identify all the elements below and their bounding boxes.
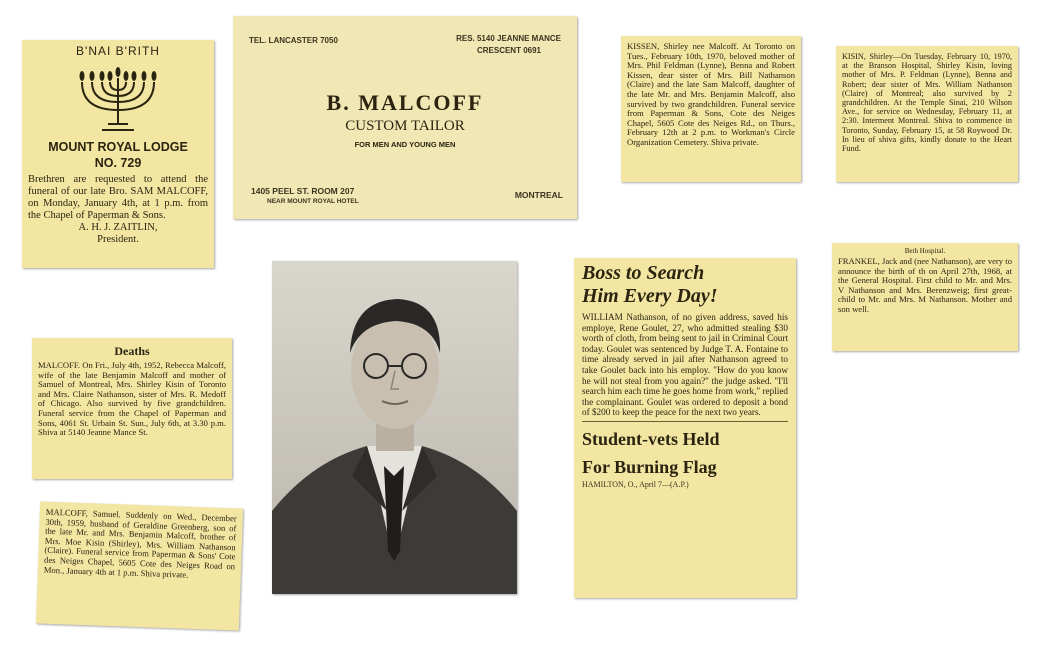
samuel-obituary-text: MALCOFF, Samuel. Suddenly on Wed., December 30th, 1959, husband of Geraldine Greenberg, son of the late Mr. and Mrs. Benjamin Malcoff, brother of Mrs. Moe Kisin (Shirley), Mrs. William Nathanson (Claire). Funeral service from Paperman & Sons' Cote des Neiges Chapel, 5605 Cote des Neiges Road on Mon., January 4th at 1 p.m. Shiva private. xyxy=(43,506,237,580)
lodge-notice-body: Brethren are requested to attend the funeral of our late Bro. SAM MALCOFF, on Monday, January 4th, at 1 p.m. from the Chapel of Paperman & Sons. xyxy=(28,174,208,221)
deaths-notice-text: MALCOFF. On Fri., July 4th, 1952, Rebecca Malcoff, wife of the late Benjamin Malcoff and mother of Samuel of Montreal, Mrs. Shirley Kisin of Toronto and Mrs. Claire Nathanson, sister of Mrs. R. Medoff of Chicago. Also survived by five grandchildren. Funeral service from the Chapel of Paperman and Sons, 4061 St. Urbain St. Sun., July 6th, at 3.30 p.m. Shiva at 5140 Jeanne Mance St. xyxy=(38,360,226,438)
kissen-obituary-text: KISSEN, Shirley nee Malcoff. At Toronto on Tues., February 10th, 1970, beloved mother of Mrs. Phil Feldman (Lynne), Benna and Robert Kissen, dear sister of Mrs. Bill Nathanson (Claire) and the late Sam Malcoff, daughter of the late Mr. and Mrs. Benjamin Malcoff, also survived by two grandchildren. Funeral service from Paperman & Sons, Cote des Neiges Chapel, 5605 Cote des Neiges Rd., on Thurs., February 12th at 2 p.m. to Workman's Circle Organization Cemetery. Shiva private. xyxy=(627,41,795,147)
lodge-signature-title: President. xyxy=(97,234,139,245)
portrait-photo xyxy=(272,261,517,594)
article-headline-1: Boss to Search xyxy=(582,262,705,284)
card-address: 1405 PEEL ST. ROOM 207 xyxy=(251,186,355,196)
card-title: CUSTOM TAILOR xyxy=(345,118,465,134)
article-divider xyxy=(582,421,788,422)
card-name: B. MALCOFF xyxy=(326,90,484,115)
kissen-obituary xyxy=(621,36,801,182)
article-footer: HAMILTON, O., April 7—(A.P.) xyxy=(582,479,689,489)
card-subtitle: FOR MEN AND YOUNG MEN xyxy=(354,140,456,149)
article-headline-4: For Burning Flag xyxy=(582,456,717,477)
bnai-brith-header: B'NAI B'RITH xyxy=(76,44,160,58)
kisin-obituary xyxy=(836,46,1018,182)
article-headline-3: Student-vets Held xyxy=(582,428,720,449)
frankel-top-fragment: Beth Hospital. xyxy=(904,247,946,255)
card-telephone: TEL. LANCASTER 7050 xyxy=(249,36,338,45)
deaths-notice xyxy=(32,338,232,479)
article-headline-2: Him Every Day! xyxy=(582,285,718,307)
portrait-image xyxy=(272,261,517,594)
card-residence: RES. 5140 JEANNE MANCE xyxy=(456,34,561,43)
business-card xyxy=(233,16,577,219)
bnai-brith-clipping xyxy=(22,40,214,268)
card-city: MONTREAL xyxy=(514,190,563,200)
frankel-birth-notice xyxy=(832,243,1018,351)
boss-article xyxy=(574,258,796,598)
kisin-obituary-text: KISIN, Shirley—On Tuesday, February 10, 1970, at the Branson Hospital, Shirley Kisin, loving mother of Mrs. P. Feldman (Lynne), Benna and Robert; dear sister of Mrs. William Nathanson (Claire) of Montreal; also survived by 2 grandchildren. At the Temple Sinai, 210 Wilson Ave., for service on Wednesday, February 11, at 2:30. Interment Montreal. Shiva to commence in Toronto, Sunday, February 15, at 58 Roywood Dr. In lieu of shiva gifts, kindly donate to the Heart Fund. xyxy=(842,52,1012,154)
card-near: NEAR MOUNT ROYAL HOTEL xyxy=(267,198,359,205)
frankel-notice-text: FRANKEL, Jack and (nee Nathanson), are very to announce the birth of th on April 27th, 1968, at the General Hospital. First child to Mr. and Mrs. V Nathanson and Mrs. Berenzweig; first great-child to Mr. and Mrs. M Nathanson. Mother and son well. xyxy=(838,256,1012,314)
card-residence-phone: CRESCENT 0691 xyxy=(476,46,541,55)
samuel-malcoff-obituary xyxy=(36,501,243,630)
lodge-number: NO. 729 xyxy=(94,156,142,170)
lodge-signature-name: A. H. J. ZAITLIN, xyxy=(78,222,158,233)
lodge-name: MOUNT ROYAL LODGE xyxy=(48,140,188,154)
deaths-heading: Deaths xyxy=(114,344,150,358)
article-body: WILLIAM Nathanson, of no given address, saved his employe, Rene Goulet, 27, who admitted stealing $30 worth of cloth, from being sent to jail in Criminal Court today. Goulet was sentenced by Judge T. A. Fontaine to time already served in jail after Nathanson agreed to take Goulet back into his employ. "How do you know he will not steal from you again?" the judge asked. "I'll search him each time he goes home from work," replied the complainant. Goulet was ordered to deposit a bond of $200 to keep the peace for the next two years. xyxy=(582,312,788,418)
menorah-icon xyxy=(22,58,214,138)
